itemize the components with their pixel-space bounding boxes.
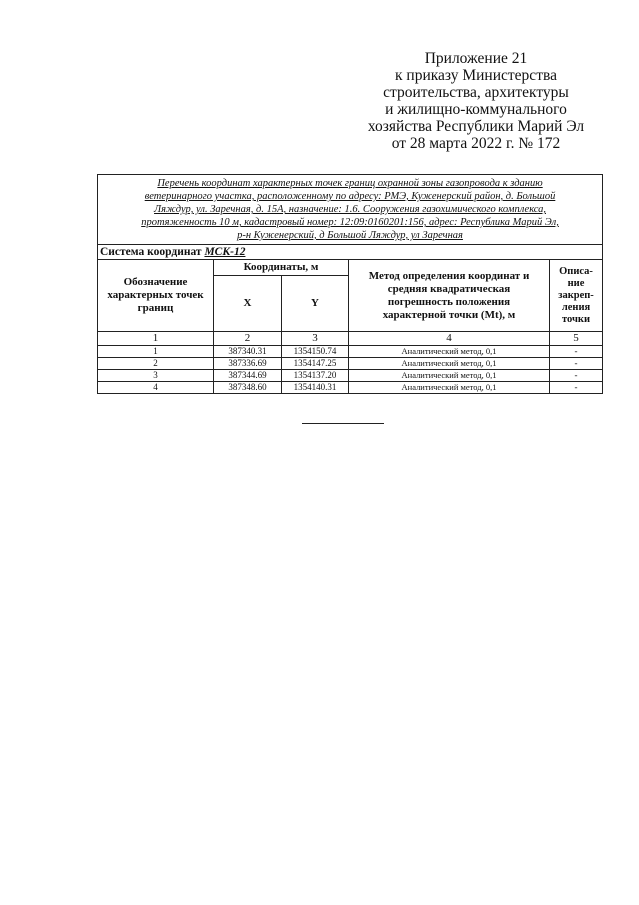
cell-x: 387348.60 xyxy=(214,382,282,394)
cell-y: 1354150.74 xyxy=(282,346,349,358)
header-x: X xyxy=(214,276,282,332)
column-index: 5 xyxy=(550,332,603,346)
coordinate-system xyxy=(98,245,603,260)
header-point: Обозначение характерных точек границ xyxy=(98,260,214,332)
cell-point: 1 xyxy=(98,346,214,358)
header-coordinates: Координаты, м xyxy=(214,260,349,276)
column-index: 3 xyxy=(282,332,349,346)
coordinate-system-label: Система координат xyxy=(100,246,202,258)
table-title-line: р-н Куженерский, д Большой Ляждур, ул Заречная xyxy=(237,230,463,241)
cell-description: - xyxy=(550,382,603,394)
cell-x: 387336.69 xyxy=(214,358,282,370)
table-title-line: Ляждур, ул. Заречная, д. 15А, назначение: 1.6. Сооружения газохимического комплекса, xyxy=(154,204,546,215)
cell-point: 2 xyxy=(98,358,214,370)
column-index: 2 xyxy=(214,332,282,346)
cell-method: Аналитический метод, 0,1 xyxy=(349,346,550,358)
end-divider-line xyxy=(302,423,384,424)
cell-point: 4 xyxy=(98,382,214,394)
column-index: 4 xyxy=(349,332,550,346)
appendix-line: к приказу Министерства xyxy=(395,67,557,84)
cell-method: Аналитический метод, 0,1 xyxy=(349,382,550,394)
appendix-line: и жилищно-коммунального xyxy=(385,101,567,118)
table-row xyxy=(98,370,603,382)
appendix-line: хозяйства Республики Марий Эл xyxy=(367,118,585,135)
table-title-line: Перечень координат характерных точек границ охранной зоны газопровода к зданию xyxy=(157,178,543,189)
table-row xyxy=(98,346,603,358)
table-title xyxy=(98,175,603,245)
header-description: Описа-ние закреп-ления точки xyxy=(550,260,603,332)
table-title-line: протяженность 10 м, кадастровый номер: 12:09:0160201:156, адрес: Республика Марий Эл, xyxy=(141,217,559,228)
header-method: Метод определения координат и средняя квадратическая погрешность положения характерной точки (Mt), м xyxy=(349,260,550,332)
coordinates-table xyxy=(97,174,603,394)
column-index: 1 xyxy=(98,332,214,346)
cell-method: Аналитический метод, 0,1 xyxy=(349,370,550,382)
cell-x: 387344.69 xyxy=(214,370,282,382)
cell-description: - xyxy=(550,370,603,382)
cell-point: 3 xyxy=(98,370,214,382)
appendix-header xyxy=(356,50,596,152)
appendix-line: Приложение 21 xyxy=(424,50,528,67)
cell-method: Аналитический метод, 0,1 xyxy=(349,358,550,370)
cell-x: 387340.31 xyxy=(214,346,282,358)
cell-y: 1354147.25 xyxy=(282,358,349,370)
header-y: Y xyxy=(282,276,349,332)
table-row xyxy=(98,358,603,370)
appendix-line: от 28 марта 2022 г. № 172 xyxy=(391,135,561,152)
appendix-line: строительства, архитектуры xyxy=(383,84,569,101)
cell-description: - xyxy=(550,358,603,370)
table-title-line: ветеринарного участка, расположенному по адресу: РМЭ, Куженерский район, д. Большой xyxy=(144,191,556,202)
cell-y: 1354137.20 xyxy=(282,370,349,382)
cell-description: - xyxy=(550,346,603,358)
table-row xyxy=(98,382,603,394)
column-index-row xyxy=(98,332,603,346)
coordinate-system-name: МСК-12 xyxy=(204,246,246,258)
cell-y: 1354140.31 xyxy=(282,382,349,394)
